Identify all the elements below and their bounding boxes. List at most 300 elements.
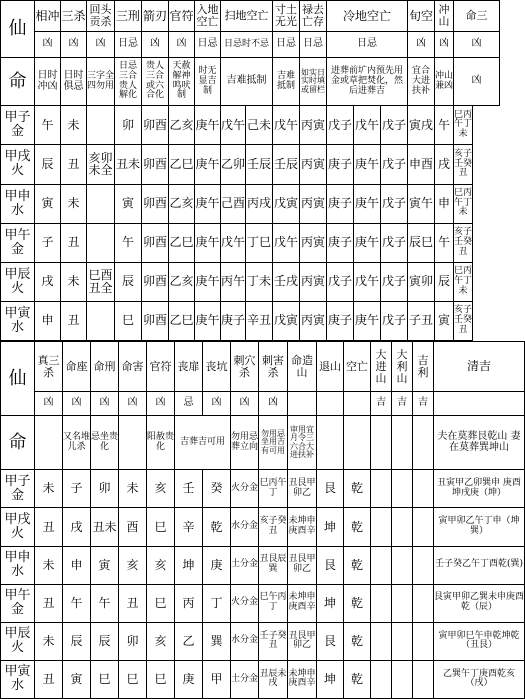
data-cell	[392, 508, 413, 546]
data-cell: 乙巳	[169, 223, 195, 262]
hdr-guanfu-2: 官符	[147, 342, 175, 392]
data-cell: 丙寅	[300, 301, 327, 340]
data-cell: 寅戌	[408, 106, 435, 145]
data-cell: 卯酉	[142, 223, 169, 262]
desc-cell: 凶	[454, 58, 500, 106]
row-name-part: 甲寅	[4, 305, 31, 321]
side-label-ming-2: 命	[1, 416, 35, 470]
row-name-part: 甲寅	[4, 664, 31, 680]
data-cell: 艮	[317, 622, 344, 660]
data-cell: 申	[63, 546, 91, 584]
class-cell: 日忌	[273, 32, 300, 58]
data-cell: 戊子	[327, 262, 354, 301]
data-cell: 乾	[203, 508, 231, 546]
bottom-row-3	[1, 584, 525, 622]
data-cell: 戊寅	[273, 184, 300, 223]
bottom-class-row	[1, 392, 525, 416]
data-cell: 戊午	[354, 262, 381, 301]
data-cell: 卯酉	[142, 262, 169, 301]
data-cell: 寅	[63, 660, 91, 698]
desc-cell: 吉葬吉可用	[175, 416, 231, 470]
row-name-cell	[1, 262, 35, 301]
data-cell: 亥	[119, 546, 147, 584]
desc-cell: 勿用忌坐用吉有可用	[259, 416, 288, 470]
desc-cell: 审用宜月令三六合大进扶补	[288, 416, 317, 470]
bottom-row-2	[1, 546, 525, 584]
class-cell	[288, 392, 317, 416]
hdr-qingji: 清吉	[434, 342, 525, 392]
data-cell: 寅	[91, 546, 119, 584]
data-cell: 巽	[203, 622, 231, 660]
data-cell: 壬辰	[246, 145, 273, 184]
data-cell: 巳丙午丁未	[454, 184, 473, 223]
data-cell: 戌	[435, 145, 454, 184]
desc-cell: 忌坐贵化	[91, 416, 119, 470]
desc-cell: 日时俱忌	[61, 58, 87, 106]
row-name-part: 火	[10, 640, 24, 656]
data-cell: 辰	[435, 262, 454, 301]
data-cell: 未坤申庚酉辛	[288, 660, 317, 698]
data-cell: 卯	[119, 622, 147, 660]
data-cell: 丑艮辰巽	[259, 546, 288, 584]
data-cell: 巳	[115, 301, 142, 340]
data-cell: 寅	[35, 184, 61, 223]
class-cell: 凶	[435, 32, 454, 58]
data-cell: 巳	[147, 584, 175, 622]
hdr-xiangchong: 相冲	[35, 1, 61, 32]
data-cell: 乙巳	[169, 301, 195, 340]
data-cell	[413, 584, 434, 622]
desc-cell: 如实日实时填或留栏	[300, 58, 327, 106]
row-name-part: 水	[10, 678, 24, 694]
data-cell: 乾	[344, 622, 371, 660]
row-name-part: 水	[10, 564, 24, 580]
data-cell: 戊子	[327, 106, 354, 145]
row-name-cell	[1, 223, 35, 262]
data-cell: 庚午	[195, 106, 221, 145]
data-cell: 丙寅	[300, 223, 327, 262]
class-cell: 忌	[175, 392, 203, 416]
bottom-header-row	[1, 342, 525, 392]
data-cell	[87, 301, 115, 340]
row-name-part: 甲午	[4, 227, 31, 243]
data-cell: 未	[35, 470, 63, 508]
data-cell: 酉	[119, 508, 147, 546]
data-cell: 寅	[115, 184, 142, 223]
bottom-row-1	[1, 508, 525, 546]
data-cell: 丙戌	[246, 184, 273, 223]
class-cell: 日忌	[115, 32, 142, 58]
data-cell	[87, 223, 115, 262]
hdr-mingzuo: 命座	[63, 342, 91, 392]
data-cell: 壬子癸乙午丁酉乾(巽)	[434, 546, 525, 584]
row-name-part: 甲申	[4, 188, 31, 204]
desc-cell	[371, 416, 392, 470]
data-cell: 乾	[344, 508, 371, 546]
class-cell: 日忌	[300, 32, 327, 58]
side-label-ming: 命	[1, 58, 35, 106]
hdr-sangfei: 丧扉	[175, 342, 203, 392]
row-name-part: 甲辰	[4, 626, 31, 642]
data-cell: 丙	[175, 584, 203, 622]
row-name-cell	[1, 145, 35, 184]
class-cell: 吉	[413, 392, 434, 416]
data-cell: 己未	[246, 106, 273, 145]
data-cell: 辰巳	[408, 223, 435, 262]
data-cell: 乙亥	[169, 106, 195, 145]
data-cell: 未	[61, 262, 87, 301]
desc-cell: 又名堆儿杀	[63, 416, 91, 470]
data-cell: 庚子	[327, 184, 354, 223]
desc-cell: 时无显吉制	[195, 58, 221, 106]
data-cell: 辰	[63, 622, 91, 660]
top-row-2	[1, 184, 500, 223]
data-cell: 坤	[175, 546, 203, 584]
data-cell: 辰	[35, 145, 61, 184]
hdr-zhensansha: 真三杀	[35, 342, 63, 392]
data-cell: 乙巽午丁庚酉乾亥（戌）	[434, 660, 525, 698]
data-cell: 亥子壬癸丑	[454, 301, 473, 340]
data-cell: 乙	[175, 622, 203, 660]
class-cell: 凶	[142, 32, 169, 58]
data-cell: 寅甲卯乙午丁申（坤巽）	[434, 508, 525, 546]
data-cell: 乾	[344, 660, 371, 698]
data-cell: 戌	[35, 262, 61, 301]
data-cell: 丙寅	[300, 262, 327, 301]
hdr-huitou: 回头贡杀	[87, 1, 115, 32]
top-row-4	[1, 262, 500, 301]
data-cell: 亥子壬癸丑	[454, 145, 473, 184]
data-cell	[371, 660, 392, 698]
data-cell: 丙寅	[300, 145, 327, 184]
data-cell: 丑	[119, 584, 147, 622]
data-cell: 火分金	[231, 584, 259, 622]
row-name-part: 水	[10, 202, 24, 218]
data-cell: 丑艮甲卯乙	[288, 470, 317, 508]
data-cell: 卯酉	[142, 184, 169, 223]
data-cell: 丑	[35, 660, 63, 698]
data-cell	[392, 584, 413, 622]
class-cell: 凶	[408, 32, 435, 58]
desc-cell: 宜合大进扶补	[408, 58, 435, 106]
data-cell: 戊寅	[273, 301, 300, 340]
data-cell: 庚午	[195, 301, 221, 340]
data-cell	[371, 508, 392, 546]
hdr-saodi: 扫地空亡	[221, 1, 273, 32]
data-cell: 壬辰	[273, 145, 300, 184]
data-cell	[87, 106, 115, 145]
data-cell: 丑未	[115, 145, 142, 184]
data-cell: 乙巳	[169, 145, 195, 184]
top-header-row	[1, 1, 500, 32]
data-cell: 坤	[317, 508, 344, 546]
class-cell: 凶	[259, 392, 288, 416]
data-cell: 艮	[317, 470, 344, 508]
top-row-1	[1, 145, 500, 184]
row-name-cell	[1, 470, 35, 508]
row-name-part: 甲戌	[4, 149, 31, 165]
data-cell: 亥子癸丑	[259, 508, 288, 546]
data-cell: 庚午	[354, 223, 381, 262]
row-name-cell	[1, 622, 35, 660]
data-cell: 卯	[91, 470, 119, 508]
class-cell: 吉	[392, 392, 413, 416]
desc-cell: 贵人三合或六合化	[142, 58, 169, 106]
data-cell: 丙寅	[300, 184, 327, 223]
top-desc-row	[1, 58, 500, 106]
data-cell: 戊子	[381, 223, 408, 262]
desc-cell: 吉难抵制	[273, 58, 300, 106]
data-cell: 丙寅	[300, 106, 327, 145]
hdr-rudi: 入地空亡	[195, 1, 221, 32]
desc-cell	[119, 416, 147, 470]
class-cell: 凶	[35, 392, 63, 416]
row-name-cell	[1, 106, 35, 145]
data-cell: 未坤申庚酉辛	[288, 584, 317, 622]
data-cell: 辛	[175, 508, 203, 546]
desc-cell: 日忌三合贵人解化	[115, 58, 142, 106]
data-cell: 土分金	[231, 546, 259, 584]
data-cell: 未	[35, 546, 63, 584]
data-cell: 丁未	[246, 262, 273, 301]
row-name-part: 甲子	[4, 473, 31, 489]
data-cell	[371, 622, 392, 660]
data-cell: 辰	[115, 262, 142, 301]
data-cell: 卯酉	[142, 106, 169, 145]
data-cell: 子	[35, 223, 61, 262]
data-cell: 戊子	[381, 106, 408, 145]
hdr-chongshan: 冲山	[435, 1, 454, 32]
data-cell: 午	[35, 106, 61, 145]
data-cell: 卯酉	[142, 145, 169, 184]
top-row-3	[1, 223, 500, 262]
data-cell	[392, 622, 413, 660]
data-cell: 庚午	[195, 223, 221, 262]
hdr-cuntu: 寸土无光	[273, 1, 300, 32]
data-cell: 庚子	[327, 223, 354, 262]
row-name-cell	[1, 301, 35, 340]
desc-cell	[35, 416, 63, 470]
row-name-part: 火	[10, 526, 24, 541]
data-cell: 巳	[147, 508, 175, 546]
data-cell: 巳丙午丁	[259, 470, 288, 508]
class-cell: 凶	[119, 392, 147, 416]
hdr-mingzao: 命造山	[288, 342, 317, 392]
data-cell: 甲	[203, 660, 231, 698]
class-cell: 凶	[169, 32, 195, 58]
data-cell: 戊午	[273, 223, 300, 262]
class-cell: 凶	[63, 392, 91, 416]
row-name-part: 金	[10, 487, 24, 503]
data-cell: 乙亥	[169, 262, 195, 301]
hdr-xunkong: 旬空	[408, 1, 435, 32]
class-cell: 凶	[35, 32, 61, 58]
data-cell: 庚子	[327, 145, 354, 184]
data-cell: 庚子	[327, 301, 354, 340]
data-cell: 亥	[147, 470, 175, 508]
data-cell: 巳丙午丁未	[454, 106, 473, 145]
hdr-sanxing: 三刑	[115, 1, 142, 32]
desc-cell: 天赦解神鸣吠制	[169, 58, 195, 106]
data-cell: 午	[63, 584, 91, 622]
desc-cell: 冲山兼凶	[435, 58, 454, 106]
bottom-almanac-table	[0, 341, 525, 699]
row-name-cell	[1, 584, 35, 622]
class-cell: 日忌	[327, 32, 408, 58]
class-cell: 日忌时不忌	[221, 32, 273, 58]
data-cell: 午	[91, 584, 119, 622]
data-cell: 午	[435, 223, 454, 262]
row-name-cell	[1, 660, 35, 698]
hdr-cihai: 刺害杀	[259, 342, 288, 392]
data-cell: 寅甲卯巳午申乾坤乾 （丑艮）	[434, 622, 525, 660]
row-name-part: 甲申	[4, 550, 31, 566]
data-cell	[392, 470, 413, 508]
data-cell: 水分金	[231, 622, 259, 660]
data-cell	[392, 660, 413, 698]
data-cell: 乾	[344, 584, 371, 622]
desc-cell	[317, 416, 344, 470]
data-cell: 寅	[435, 301, 454, 340]
data-cell: 未	[61, 184, 87, 223]
data-cell: 寅卯	[408, 262, 435, 301]
row-name-part: 金	[10, 124, 24, 140]
data-cell: 丑	[61, 145, 87, 184]
data-cell: 亥卯未全	[87, 145, 115, 184]
data-cell: 壬戌	[273, 262, 300, 301]
data-cell: 戊午	[221, 223, 246, 262]
data-cell: 丑辰未戌	[259, 660, 288, 698]
data-cell: 丑	[35, 584, 63, 622]
hdr-jianren: 箭刃	[142, 1, 169, 32]
class-cell: 凶	[91, 392, 119, 416]
hdr-guanfu: 官符	[169, 1, 195, 32]
desc-cell: 夫在莫葬艮乾山 妻在莫葬巽坤山	[434, 416, 525, 470]
data-cell: 戊子	[381, 262, 408, 301]
desc-cell: 三字全四勿用	[87, 58, 115, 106]
side-label-xian: 仙	[1, 1, 35, 58]
data-cell: 土分金	[231, 660, 259, 698]
hdr-kongwang: 空亡	[344, 342, 371, 392]
top-class-row	[1, 32, 500, 58]
row-name-part: 金	[10, 602, 24, 618]
data-cell: 庚午	[354, 301, 381, 340]
data-cell	[413, 546, 434, 584]
row-name-part: 火	[10, 163, 24, 179]
hdr-lengdi: 冷地空亡	[327, 1, 408, 32]
data-cell: 庚午	[354, 184, 381, 223]
row-name-cell	[1, 184, 35, 223]
data-cell	[413, 508, 434, 546]
data-cell: 申酉	[408, 145, 435, 184]
data-cell: 丑	[35, 508, 63, 546]
data-cell: 水分金	[231, 508, 259, 546]
data-cell: 艮	[317, 546, 344, 584]
data-cell: 戊午	[273, 106, 300, 145]
data-cell: 艮寅甲卯乙巽未申庚酉 乾（辰）	[434, 584, 525, 622]
hdr-dajin: 大进山	[371, 342, 392, 392]
data-cell: 丑	[61, 301, 87, 340]
top-row-5	[1, 301, 500, 340]
data-cell: 戊午	[354, 106, 381, 145]
data-cell: 坤	[317, 660, 344, 698]
data-cell: 戌	[63, 508, 91, 546]
row-name-part: 甲辰	[4, 266, 31, 282]
data-cell: 辛丑	[246, 301, 273, 340]
data-cell: 子	[63, 470, 91, 508]
data-cell: 壬	[175, 470, 203, 508]
data-cell	[371, 546, 392, 584]
class-cell	[317, 392, 344, 416]
desc-cell: 吉难抵制	[221, 58, 273, 106]
data-cell: 戊子	[381, 145, 408, 184]
data-cell: 午	[435, 106, 454, 145]
data-cell: 丑艮甲卯乙	[288, 546, 317, 584]
data-cell: 庚午	[195, 184, 221, 223]
data-cell: 巳午丙丁	[259, 584, 288, 622]
hdr-minghai: 命害	[119, 342, 147, 392]
data-cell: 戊子	[381, 184, 408, 223]
data-cell: 未	[61, 106, 87, 145]
data-cell: 巳	[91, 660, 119, 698]
data-cell: 亥	[147, 546, 175, 584]
row-name-part: 甲子	[4, 110, 31, 126]
data-cell: 丁	[203, 584, 231, 622]
data-cell: 寅午	[408, 184, 435, 223]
class-cell: 凶	[203, 392, 231, 416]
class-cell: 凶	[231, 392, 259, 416]
data-cell: 巳酉丑全	[87, 262, 115, 301]
bottom-desc-row	[1, 416, 525, 470]
class-cell	[344, 392, 371, 416]
top-row-0	[1, 106, 500, 145]
hdr-mingxing: 命刑	[91, 342, 119, 392]
desc-cell	[392, 416, 413, 470]
desc-cell: 阳赦贵化	[147, 416, 175, 470]
data-cell: 己酉	[221, 184, 246, 223]
data-cell: 未坤申庚酉辛	[288, 508, 317, 546]
bottom-body	[1, 470, 525, 699]
data-cell: 巳丙午丁未	[454, 262, 473, 301]
data-cell: 坤	[317, 584, 344, 622]
desc-cell: 日时冲凶	[35, 58, 61, 106]
data-cell: 午	[115, 223, 142, 262]
data-cell: 亥	[147, 622, 175, 660]
desc-cell	[344, 416, 371, 470]
class-cell: 凶	[87, 32, 115, 58]
data-cell: 庚午	[354, 145, 381, 184]
data-cell: 乾	[344, 546, 371, 584]
row-name-cell	[1, 546, 35, 584]
data-cell: 申	[435, 184, 454, 223]
data-cell: 庚子	[221, 301, 246, 340]
top-body	[1, 106, 500, 341]
data-cell	[371, 584, 392, 622]
data-cell: 壬子癸丑	[259, 622, 288, 660]
data-cell: 乙亥	[169, 184, 195, 223]
side-label-xian-2: 仙	[1, 342, 35, 416]
class-cell: 吉	[371, 392, 392, 416]
data-cell: 未	[119, 470, 147, 508]
bottom-row-0	[1, 470, 525, 508]
top-almanac-table	[0, 0, 500, 341]
bottom-row-5	[1, 660, 525, 698]
class-cell: 日忌	[195, 32, 221, 58]
data-cell	[392, 546, 413, 584]
class-cell	[434, 392, 525, 416]
data-cell	[87, 184, 115, 223]
data-cell: 乙卯	[221, 145, 246, 184]
